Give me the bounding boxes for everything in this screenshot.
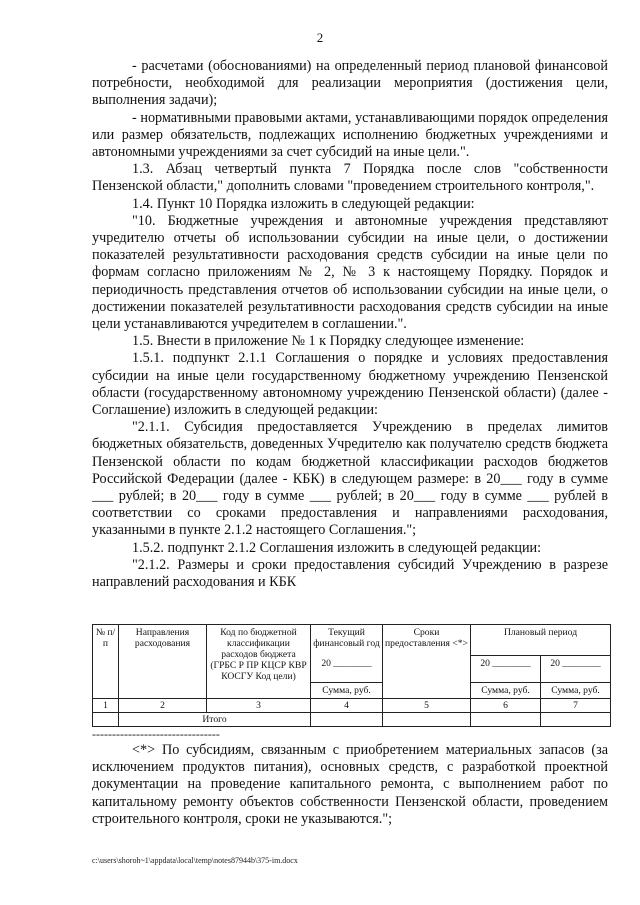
document-body [92,58,608,591]
paragraph: "2.1.1. Субсидия предоставляется Учреждению в пределах лимитов бюджетных обязательств, доведенных Учредителю как получателю средств бюджета Пензенской области по кодам бюджетной классификации расходов бюджетов Российской Федерации (далее - КБК) в следующем размере: в 20___ году в сумме ___ рублей; в 20___ году в сумме ___ рублей; в 20___ году в сумме ___ рублей в соответствии со сроками предоставления и направлениями расходования, указанными в пункте 2.1.2 настоящего Соглашения."; [92,419,608,539]
header-terms: Сроки предоставления <*> [383,625,471,699]
page-number: 2 [316,30,324,45]
paragraph: 1.4. Пункт 10 Порядка изложить в следующей редакции: [132,195,475,212]
year-current: 20 ________ [311,656,383,683]
paragraph: 1.5. Внести в приложение № 1 к Порядку следующее изменение: [132,333,525,350]
paragraph: - нормативными правовыми актами, устанавливающими порядок определения или размер обязательств, подлежащих исполнению бюджетных учреждениями и автономными учреждениями за счет субсидий на иные цели.". [92,109,608,161]
sum-current: Сумма, руб. [311,683,383,699]
paragraph: "10. Бюджетные учреждения и автономные учреждения представляют учредителю отчеты об использовании субсидии на иные цели, о достижении показателей результативности расходования средств субсидии на иные цели по формам согласно приложениям № 2, № 3 к настоящему Порядку. Порядок и периодичность представления отчетов об использовании субсидии на иные цели, о достижении показателей результативности расходования средств субсидии на иные цели устанавливаются учредителем в соглашении.". [92,212,608,333]
sum-plan-1: Сумма, руб. [471,683,541,699]
subsidy-table [92,624,611,727]
col-number: 7 [541,699,611,713]
header-code: Код по бюджетной классификации расходов бюджета (ГРБС Р ПР КЦСР КВР КОСГУ Код цели) [207,625,311,699]
header-plan: Плановый период [471,625,611,656]
col-number: 5 [383,699,471,713]
header-num: № п/п [93,625,119,699]
col-number: 3 [207,699,311,713]
paragraph: 1.5.1. подпункт 2.1.1 Соглашения о порядке и условиях предоставления субсидии на иные цели государственному бюджетному учреждению Пензенской области (государственному автономному учреждению Пензенской области) (далее - Соглашение) изложить в следующей редакции: [92,350,608,419]
col-number: 6 [471,699,541,713]
year-plan-2: 20 ________ [541,656,611,683]
sum-plan-2: Сумма, руб. [541,683,611,699]
paragraph: 1.3. Абзац четвертый пункта 7 Порядка после слов "собственности Пензенской области," дополнить словами "проведением строительного контроля,". [92,161,608,195]
paragraph: - расчетами (обоснованиями) на определенный период плановой финансовой потребности, необходимой для реализации мероприятия (достижения цели, выполнения задачи); [92,58,608,109]
paragraph: "2.1.2. Размеры и сроки предоставления субсидий Учреждению в разрезе направлений расходования и КБК [92,556,608,591]
year-plan-1: 20 ________ [471,656,541,683]
header-current-year: Текущий финансовый год [311,625,383,656]
footnote: <*> По субсидиям, связанным с приобретением материальных запасов (за исключением продуктов питания), основных средств, с разработкой проектной документации на проведение капитального ремонта, с выполнением работ по капитальному ремонту объектов собственности Пензенской области, проведением строительного контроля, сроки не указываются."; [92,742,608,827]
header-direction: Направления расходования [119,625,207,699]
paragraph: 1.5.2. подпункт 2.1.2 Соглашения изложить в следующей редакции: [132,539,542,556]
col-number: 2 [119,699,207,713]
total-label: Итого [119,713,311,727]
col-number: 4 [311,699,383,713]
footnote-separator: -------------------------------- [92,727,220,741]
file-path: c:\users\shoroh~1\appdata\local\temp\notes87944b\375-im.docx [92,856,298,865]
col-number: 1 [93,699,119,713]
